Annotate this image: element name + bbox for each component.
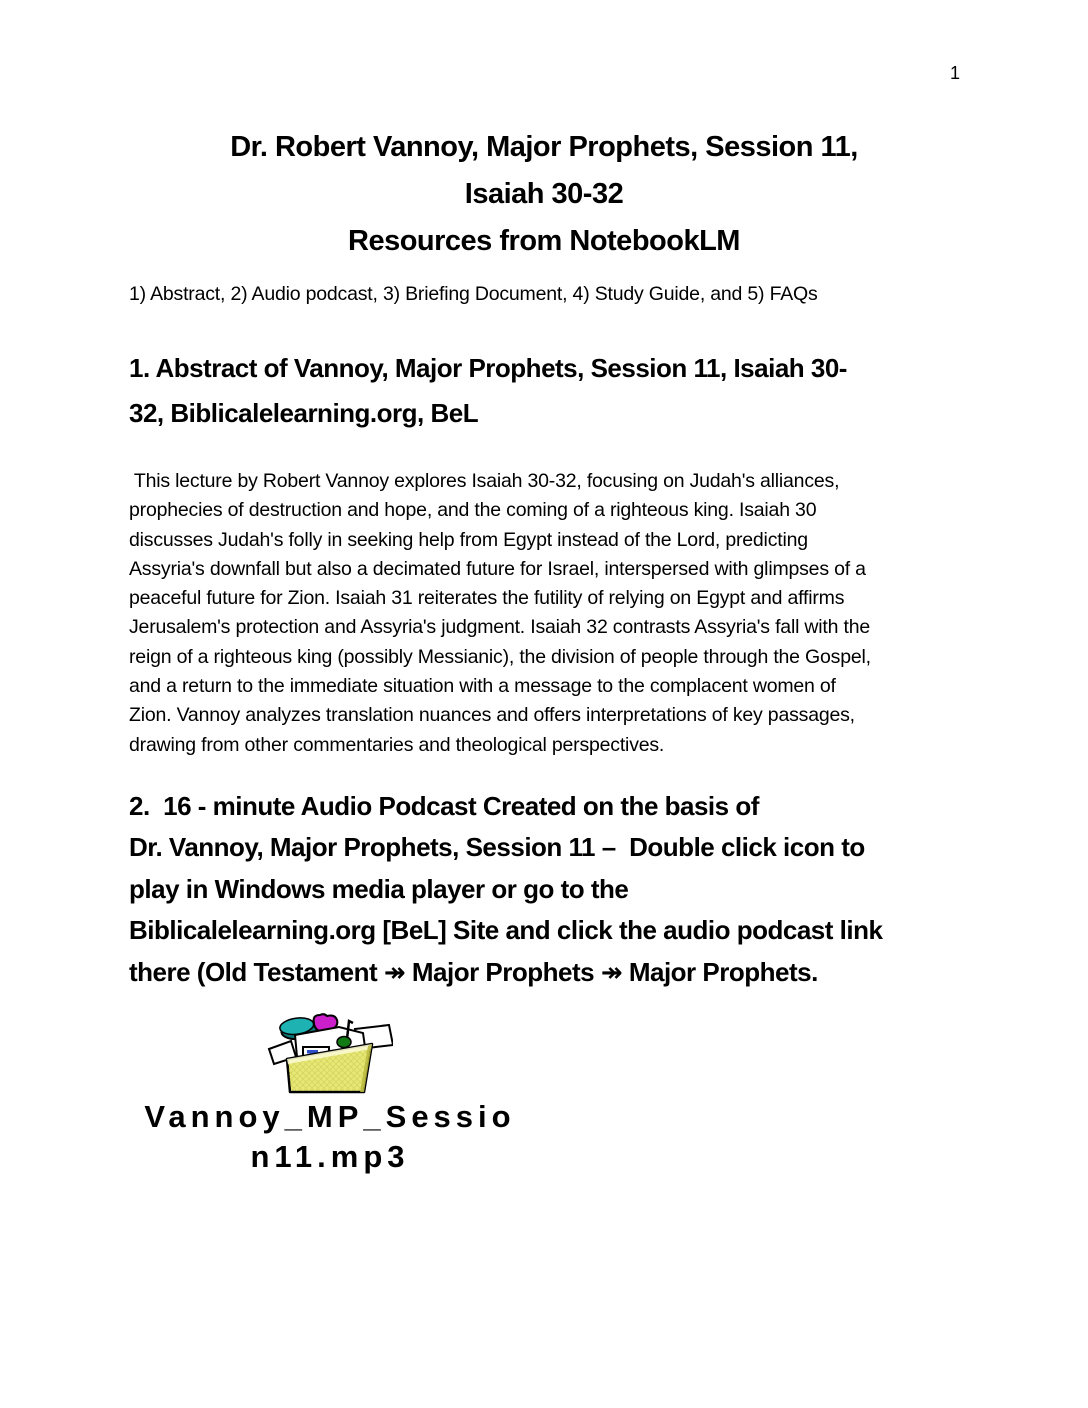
attachment-filename bbox=[129, 1097, 531, 1177]
section2-heading bbox=[129, 786, 959, 994]
package-icon[interactable] bbox=[267, 1013, 393, 1095]
resource-list-line: 1) Abstract, 2) Audio podcast, 3) Briefing Document, 4) Study Guide, and 5) FAQs bbox=[129, 283, 818, 305]
paragraph-line: prophecies of destruction and hope, and the coming of a righteous king. Isaiah 30 bbox=[129, 499, 817, 522]
section2-heading-line-2: Dr. Vannoy, Major Prophets, Session 11 – Double click icon to bbox=[129, 832, 865, 863]
paragraph-line: peaceful future for Zion. Isaiah 31 reiterates the futility of relying on Egypt and affirms bbox=[129, 587, 845, 610]
section2-heading-line-4: Biblicalelearning.org [BeL] Site and click the audio podcast link bbox=[129, 915, 883, 946]
section1-heading-line-1: 1. Abstract of Vannoy, Major Prophets, Session 11, Isaiah 30- bbox=[129, 353, 847, 383]
abstract-paragraph bbox=[129, 467, 959, 760]
document-title bbox=[129, 124, 959, 265]
paragraph-line: Assyria's downfall but also a decimated future for Israel, interspersed with glimpses of a bbox=[129, 557, 866, 580]
title-line-3: Resources from NotebookLM bbox=[348, 225, 740, 257]
title-line-2: Isaiah 30-32 bbox=[464, 178, 624, 210]
section2-heading-line-5: there (Old Testament ↠ Major Prophets ↠ Major Prophets. bbox=[129, 956, 818, 987]
paragraph-line: reign of a righteous king (possibly Messianic), the division of people through the Gospel, bbox=[129, 645, 871, 668]
section2-heading-line-1: 2. 16 - minute Audio Podcast Created on the basis of bbox=[129, 790, 759, 821]
paragraph-line: and a return to the immediate situation with a message to the complacent women of bbox=[129, 675, 836, 698]
paragraph-line: This lecture by Robert Vannoy explores Isaiah 30-32, focusing on Judah's alliances, bbox=[129, 470, 840, 492]
attachment-filename-line-1: Vannoy_MP_Sessio bbox=[144, 1099, 516, 1135]
paragraph-line: drawing from other commentaries and theological perspectives. bbox=[129, 733, 665, 756]
attachment-filename-line-2: n11.mp3 bbox=[250, 1139, 410, 1175]
paragraph-line: Jerusalem's protection and Assyria's judgment. Isaiah 32 contrasts Assyria's fall with the bbox=[129, 616, 871, 639]
paragraph-line: Zion. Vannoy analyzes translation nuances and offers interpretations of key passages, bbox=[129, 704, 855, 727]
section1-heading bbox=[129, 346, 959, 436]
audio-attachment-object[interactable] bbox=[129, 1013, 531, 1177]
title-line-1: Dr. Robert Vannoy, Major Prophets, Session 11, bbox=[230, 131, 858, 163]
section1-heading-line-2: 32, Biblicalelearning.org, BeL bbox=[129, 398, 479, 428]
page-number: 1 bbox=[949, 63, 960, 83]
paragraph-line: discusses Judah's folly in seeking help from Egypt instead of the Lord, predicting bbox=[129, 528, 808, 551]
section2-heading-line-3: play in Windows media player or go to the bbox=[129, 873, 629, 904]
document-body bbox=[129, 0, 959, 1177]
